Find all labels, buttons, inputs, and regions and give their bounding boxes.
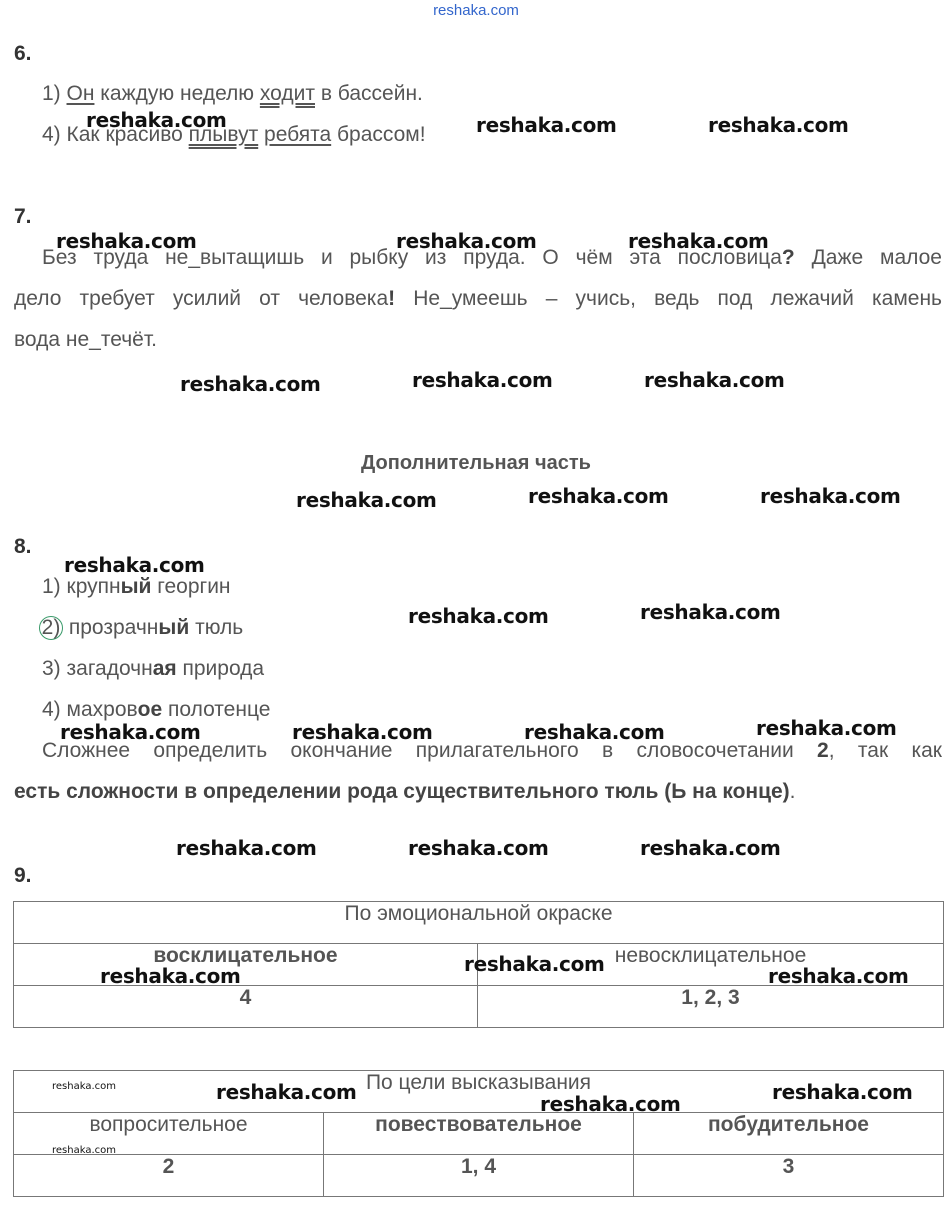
task-6-line-1 [42, 82, 423, 106]
watermark: reshaka.com [180, 372, 321, 396]
stem: крупн [60, 575, 121, 598]
task-8-number: 8. [14, 535, 32, 558]
watermark: reshaka.com [64, 553, 205, 577]
watermark: reshaka.com [644, 368, 785, 392]
text: Сложнее определить окончание прилагательного в словосочетании [42, 739, 818, 762]
period: . [789, 780, 796, 803]
task-8-conclusion-line-2 [14, 780, 796, 804]
watermark: reshaka.com [540, 1092, 681, 1116]
column-narrative: повествовательное [324, 1113, 634, 1155]
answer-number: 2 [817, 739, 829, 762]
text: Даже малое [794, 246, 942, 269]
predicate: плывут [188, 123, 259, 146]
watermark: reshaka.com [100, 964, 241, 988]
noun: природа [176, 657, 265, 680]
value-exclamatory: 4 [14, 986, 478, 1028]
text: есть сложности в определении рода существительного тюль (Ь на конце) [14, 780, 790, 803]
noun: полотенце [162, 698, 271, 721]
noun: тюль [189, 616, 244, 639]
table-header: По цели высказывания [14, 1071, 944, 1113]
column-interrogative: вопросительное [14, 1113, 324, 1155]
question-mark: ? [781, 246, 795, 269]
watermark: reshaka.com [56, 229, 197, 253]
watermark: reshaka.com [640, 836, 781, 860]
stem: загадочн [60, 657, 153, 680]
watermark: reshaka.com [52, 1081, 116, 1092]
extra-part-heading: Дополнительная часть [361, 452, 591, 474]
watermark: reshaka.com [476, 113, 617, 137]
watermark: reshaka.com [296, 488, 437, 512]
item-num: 1) [42, 575, 61, 598]
column-exclamatory: восклицательное [14, 944, 478, 986]
watermark: reshaka.com [86, 108, 227, 132]
item-num: 4) [42, 698, 61, 721]
task-7-line-2 [14, 287, 942, 311]
column-imperative: побудительное [634, 1113, 944, 1155]
watermark: reshaka.com [176, 836, 317, 860]
watermark: reshaka.com [464, 952, 605, 976]
watermark: reshaka.com [292, 720, 433, 744]
ending: ое [137, 698, 163, 721]
item-num: 3) [42, 657, 61, 680]
watermark: reshaka.com [760, 484, 901, 508]
watermark: reshaka.com [408, 604, 549, 628]
prefix: 4) Как красиво [42, 123, 189, 146]
value-narrative: 1, 4 [324, 1155, 634, 1197]
value-interrogative: 2 [14, 1155, 324, 1197]
watermark: reshaka.com [756, 716, 897, 740]
rest: брассом! [331, 123, 426, 146]
task-6-number: 6. [14, 42, 32, 65]
watermark: reshaka.com [412, 368, 553, 392]
task-8-item-4 [42, 698, 270, 722]
value-imperative: 3 [634, 1155, 944, 1197]
ending: ый [158, 616, 190, 639]
middle: каждую неделю [94, 82, 260, 105]
rest: в бассейн. [314, 82, 423, 105]
subject: Он [66, 82, 95, 105]
prefix: 1) [42, 82, 67, 105]
watermark: reshaka.com [396, 229, 537, 253]
task-8-item-3 [42, 657, 264, 681]
top-watermark[interactable]: reshaka.com [433, 2, 519, 19]
text: дело требует усилий от человека [14, 287, 389, 310]
stem: махров [60, 698, 138, 721]
text: Не_умеешь – учись, ведь под лежачий камень [395, 287, 942, 310]
predicate: ходит [259, 82, 315, 105]
answer-circle-icon [39, 616, 63, 640]
watermark: reshaka.com [60, 720, 201, 744]
watermark: reshaka.com [52, 1145, 116, 1156]
ending: ая [152, 657, 177, 680]
item-num: 2) [41, 616, 61, 639]
watermark: reshaka.com [772, 1080, 913, 1104]
text: , так как [828, 739, 942, 762]
watermark: reshaka.com [708, 113, 849, 137]
noun: георгин [151, 575, 231, 598]
ending: ый [120, 575, 152, 598]
watermark: reshaka.com [216, 1080, 357, 1104]
task-8-item-2 [42, 616, 243, 640]
exclamation-mark: ! [388, 287, 396, 310]
stem: прозрачн [63, 616, 159, 639]
task-9-number: 9. [14, 864, 32, 887]
task-8-item-1 [42, 575, 231, 599]
watermark: reshaka.com [528, 484, 669, 508]
text: Без труда не_вытащишь и рыбку из пруда. О чём эта пословица [42, 246, 782, 269]
watermark: reshaka.com [640, 600, 781, 624]
watermark: reshaka.com [408, 836, 549, 860]
value-non-exclamatory: 1, 2, 3 [478, 986, 944, 1028]
watermark: reshaka.com [768, 964, 909, 988]
subject: ребята [264, 123, 332, 146]
column-non-exclamatory: невосклицательное [478, 944, 944, 986]
table-header: По эмоциональной окраске [14, 902, 944, 944]
watermark: reshaka.com [628, 229, 769, 253]
watermark: reshaka.com [524, 720, 665, 744]
task-7-number: 7. [14, 205, 32, 228]
task-7-line-3: вода не_течёт. [14, 328, 157, 351]
